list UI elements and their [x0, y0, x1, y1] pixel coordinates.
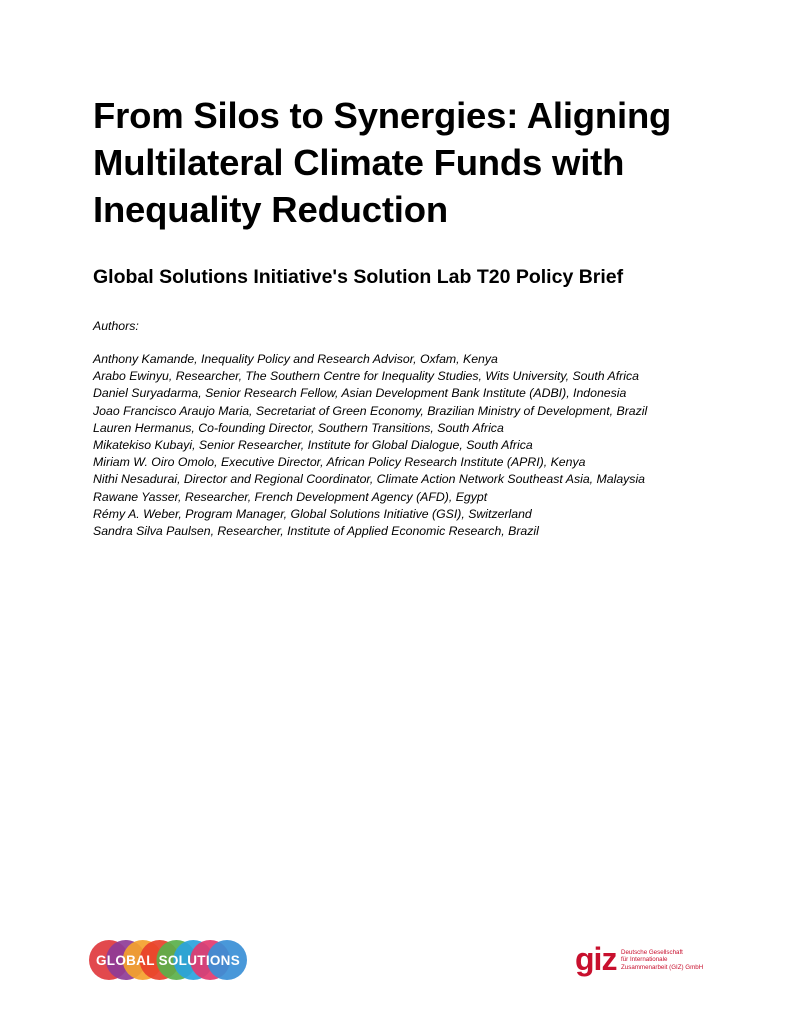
authors-list — [93, 351, 733, 540]
giz-logo-text — [621, 949, 721, 971]
author-entry: Anthony Kamande, Inequality Policy and Research Advisor, Oxfam, Kenya — [93, 352, 498, 366]
authors-heading: Authors: — [93, 319, 139, 333]
author-entry: Rémy A. Weber, Program Manager, Global Solutions Initiative (GSI), Switzerland — [93, 506, 532, 521]
author-entry: Arabo Ewinyu, Researcher, The Southern Centre for Inequality Studies, Wits University, South Africa — [93, 369, 639, 384]
global-solutions-logo — [87, 938, 249, 982]
author-entry: Daniel Suryadarma, Senior Research Fellow, Asian Development Bank Institute (ADBI), Indonesia — [93, 386, 627, 401]
author-entry: Sandra Silva Paulsen, Researcher, Institute of Applied Economic Research, Brazil — [93, 524, 539, 539]
global-solutions-logo-text: GLOBAL SOLUTIONS — [95, 953, 241, 968]
author-entry: Nithi Nesadurai, Director and Regional Coordinator, Climate Action Network Southeast Asia, Malaysia — [93, 472, 646, 487]
giz-logo-line: für Internationale — [621, 956, 668, 964]
author-entry: Miriam W. Oiro Omolo, Executive Director, African Policy Research Institute (APRI), Kenya — [93, 455, 586, 470]
giz-logo-line: Deutsche Gesellschaft — [621, 949, 683, 956]
author-entry: Mikatekiso Kubayi, Senior Researcher, Institute for Global Dialogue, South Africa — [93, 438, 533, 453]
giz-logo — [575, 941, 715, 980]
author-entry: Rawane Yasser, Researcher, French Development Agency (AFD), Egypt — [93, 489, 488, 504]
giz-logo-line: Zusammenarbeit (GIZ) GmbH — [621, 963, 704, 971]
document-subtitle: Global Solutions Initiative's Solution Lab T20 Policy Brief — [93, 266, 624, 288]
giz-logo-mark: giz — [575, 941, 617, 977]
document-title: From Silos to Synergies: Aligning Multilateral Climate Funds with Inequality Reduction — [93, 95, 672, 230]
author-entry: Lauren Hermanus, Co-founding Director, Southern Transitions, South Africa — [93, 420, 504, 435]
global-solutions-logo-graphic — [87, 938, 249, 982]
author-entry: Joao Francisco Araujo Maria, Secretariat of Green Economy, Brazilian Ministry of Development, Brazil — [93, 403, 648, 418]
